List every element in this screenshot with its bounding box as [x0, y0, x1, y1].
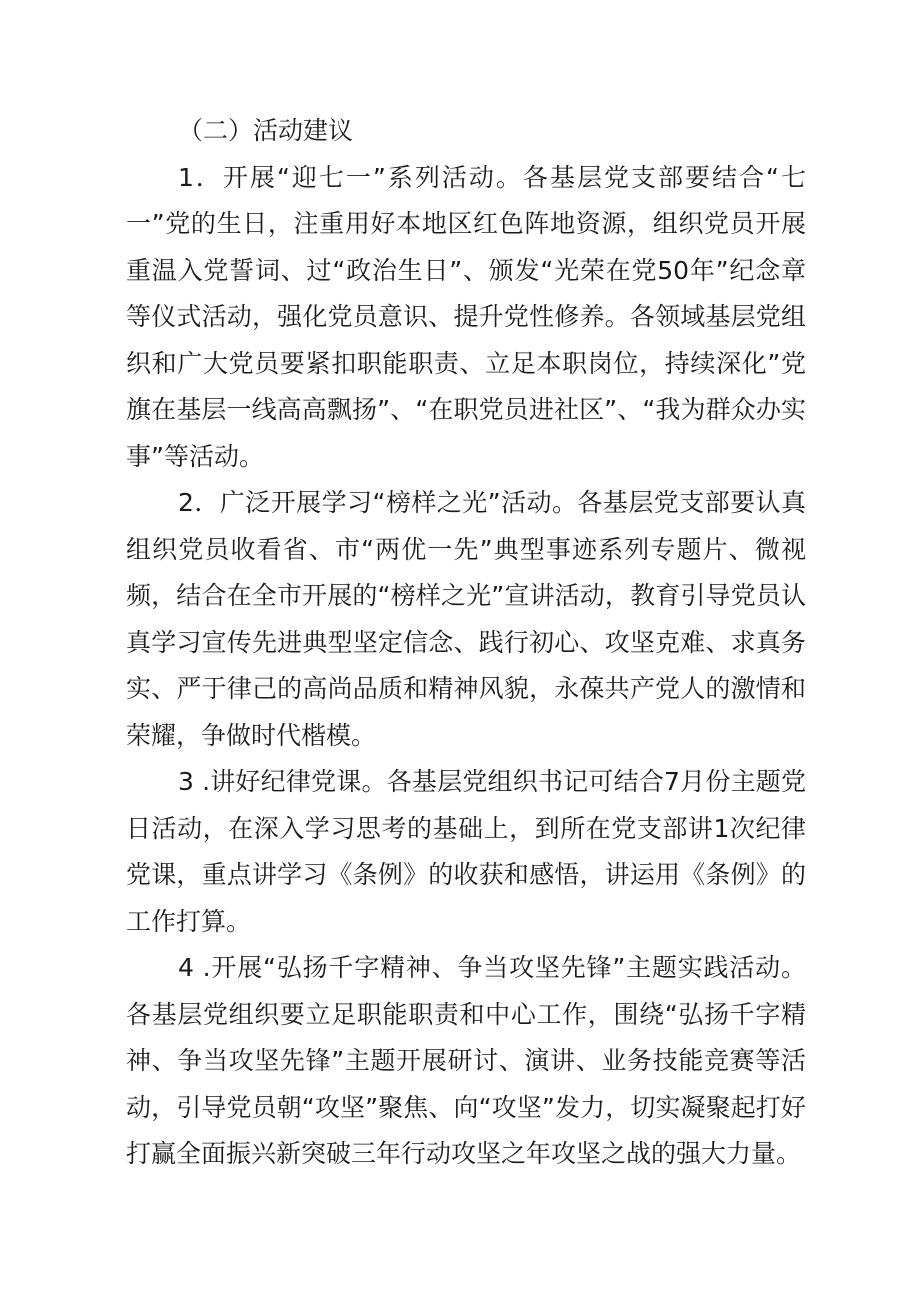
paragraph-3: 3 .讲好纪律党课。各基层党组织书记可结合7月份主题党日活动，在深入学习思考的基础上，到所在党支部讲1次纪律党课，重点讲学习《条例》的收获和感悟，讲运用《条例》的工作打算。 [126, 767, 806, 936]
document-body [126, 108, 806, 1178]
section-heading: （二）活动建议 [178, 116, 354, 145]
paragraph-4: 4 .开展“弘扬千字精神、争当攻坚先锋”主题实践活动。各基层党组织要立足职能职责和中心工作，围绕“弘扬千字精神、争当攻坚先锋”主题开展研讨、演讲、业务技能竞赛等活动，引导党员朝“攻坚”聚焦、向“攻坚”发力，切实凝聚起打好打赢全面振兴新突破三年行动攻坚之年攻坚之战的强大力量。 [126, 953, 806, 1168]
paragraph-2: 2．广泛开展学习“榜样之光”活动。各基层党支部要认真组织党员收看省、市“两优一先”典型事迹系列专题片、微视频，结合在全市开展的“榜样之光”宣讲活动，教育引导党员认真学习宣传先进典型坚定信念、践行初心、攻坚克难、求真务实、严于律己的高尚品质和精神风貌，永葆共产党人的激情和荣耀，争做时代楷模。 [126, 488, 806, 750]
paragraph-1: 1．开展“迎七一”系列活动。各基层党支部要结合“七一”党的生日，注重用好本地区红色阵地资源，组织党员开展重温入党誓词、过“政治生日”、颁发“光荣在党50年”纪念章等仪式活动，强化党员意识、提升党性修养。各领域基层党组织和广大党员要紧扣职能职责、立足本职岗位，持续深化”党旗在基层一线高高飘扬”、“在职党员进社区”、“我为群众办实事”等活动。 [126, 162, 806, 471]
